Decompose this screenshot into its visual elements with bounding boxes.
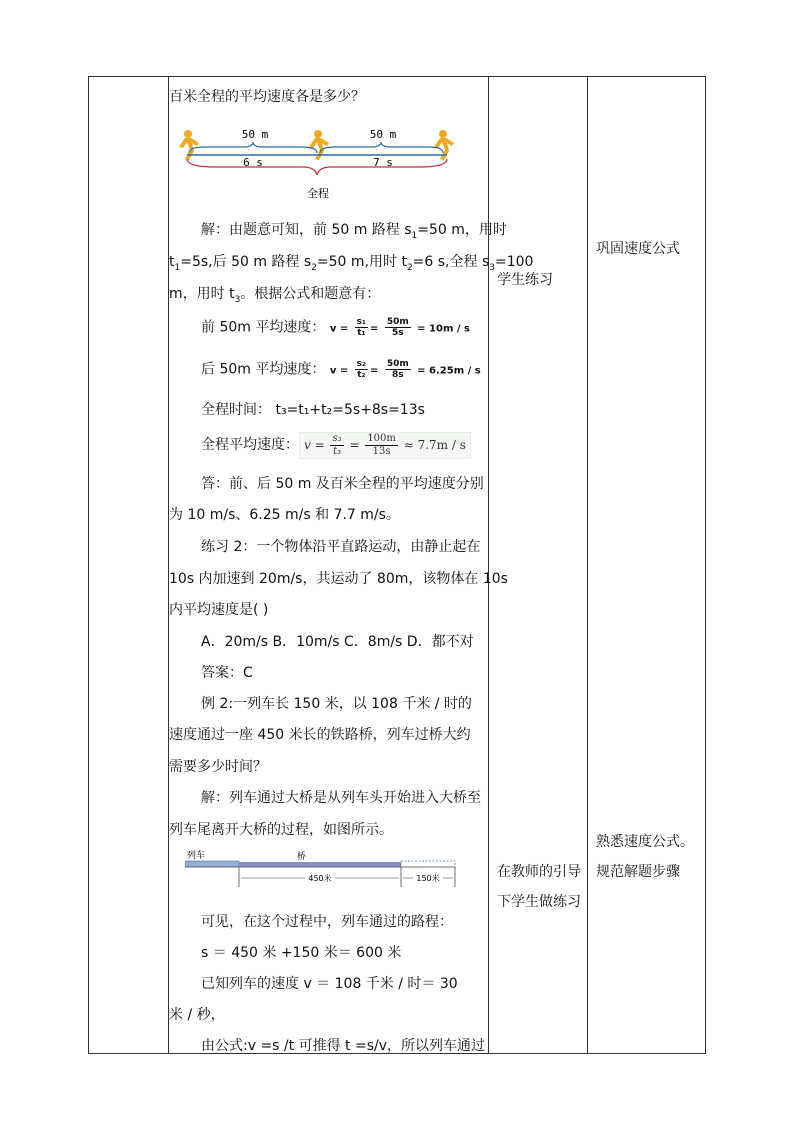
exercise2-answer: 答案：C [201, 665, 253, 681]
front-fraction-values: $\frac{50m}{5s}$ [386, 317, 409, 338]
example2-line-3: 需要多少时间？ [169, 759, 267, 775]
length-150-label: 150米 [416, 874, 440, 883]
exercise2-options: A．20m/s B．10m/s C．8m/s D．都不对 [201, 634, 474, 650]
solution3-line-6: 米 / 秒， [169, 1007, 225, 1023]
exercise2-line-2: 10s 内加速到 20m/s，共运动了 80m，该物体在 10s [169, 571, 508, 587]
col-divider-3 [587, 77, 588, 1053]
goal-consolidate: 巩固速度公式 [596, 241, 680, 257]
train-label: 列车 [187, 851, 206, 861]
activity-guided-line-1: 在教师的引导 [497, 864, 581, 880]
solution3-line-3: 可见，在这个过程中，列车通过的路程： [201, 914, 453, 930]
bridge-block [239, 862, 401, 867]
answer-line-1: 答：前、后 50 m 及百米全程的平均速度分别 [201, 476, 484, 492]
col-divider-1 [168, 77, 169, 1053]
total-brace [187, 159, 447, 175]
train-bridge-diagram [185, 847, 463, 891]
goal-line-1: 熟悉速度公式。 [596, 834, 694, 850]
train-outline-after [401, 861, 455, 867]
solution3-line-7: 由公式:v =s /t 可推得 t =s/v，所以列车通过 [201, 1038, 485, 1054]
seg1-time: 6 s [243, 156, 263, 169]
lesson-table [88, 76, 706, 1054]
activity-guided [497, 857, 587, 917]
runner-diagram [175, 127, 465, 207]
solution3-line-5: 已知列车的速度 v ＝ 108 千米 / 时＝ 30 [201, 976, 458, 992]
brace-segment-1 [189, 142, 317, 153]
back-fraction-symbolic: $\frac{\text{s₂}}{\text{t₂}}$ [356, 359, 366, 380]
solution3-line-2: 列车尾离开大桥的过程，如图所示。 [169, 822, 393, 838]
solution-line-1: 解：由题意可知，前 50 m 路程 $s_1=50$ m，用时 [201, 222, 507, 241]
length-450-label: 450米 [308, 874, 332, 883]
total-label: 全程 [307, 187, 329, 200]
front-fraction-symbolic: $\frac{\text{s₁}}{\text{t₁}}$ [356, 317, 366, 338]
exercise2-line-1: 练习 2：一个物体沿平直路运动，由静止起在 [201, 539, 481, 555]
example2-line-2: 速度通过一座 450 米长的铁路桥，列车过桥大约 [169, 727, 471, 743]
goal-line-2: 规范解题步骤 [596, 864, 680, 880]
solution3-line-4: s ＝ 450 米 +150 米＝ 600 米 [201, 945, 402, 961]
seg1-distance: 50 m [241, 128, 269, 141]
seg2-time: 7 s [373, 156, 393, 169]
train-block [185, 861, 239, 867]
seg2-distance: 50 m [369, 128, 397, 141]
brace-segment-2 [320, 142, 443, 153]
goal-familiarize [596, 827, 706, 887]
activity-practice: 学生练习 [497, 272, 553, 288]
solution-line-2: $t_1=5s$,后 50 m 路程 $s_2=50$ m,用时 $t_2=6$ s,全程 $s_3=100$ [169, 254, 534, 273]
total-speed-line: 全程平均速度： v = $\frac{\text{s₃}}{\text{t₃}}$ = $\frac{100m}{13s}$ ≈ 7.7m / s [201, 432, 471, 459]
question-line: 百米全程的平均速度各是多少？ [169, 89, 365, 105]
answer-line-2: 为 10 m/s、6.25 m/s 和 7.7 m/s。 [169, 507, 400, 523]
total-speed-formula: v = $\frac{\text{s₃}}{\text{t₃}}$ = $\frac{100m}{13s}$ ≈ 7.7m / s [299, 432, 471, 459]
total-time-line: 全程时间： t₃=t₁+t₂=5s+8s=13s [201, 402, 425, 418]
example2-line-1: 例 2:一列车长 150 米，以 108 千米 / 时的 [201, 696, 472, 712]
back-fraction-values: $\frac{50m}{8s}$ [386, 359, 409, 380]
bridge-label: 桥 [297, 852, 307, 862]
activity-guided-line-2: 下学生做练习 [497, 894, 581, 910]
exercise2-line-3: 内平均速度是( ) [169, 602, 269, 618]
solution-line-3: m，用时 $t_3$。根据公式和题意有： [169, 286, 381, 305]
solution3-line-1: 解：列车通过大桥是从列车头开始进入大桥至 [201, 790, 481, 806]
back-speed-line: 后 50m 平均速度： v = $\frac{\text{s₂}}{\text{t₂}}$ = $\frac{50m}{8s}$ = 6.25m / s [201, 359, 481, 380]
front-speed-line: 前 50m 平均速度： v = $\frac{\text{s₁}}{\text{t₁}}$ = $\frac{50m}{5s}$ = 10m / s [201, 317, 470, 338]
